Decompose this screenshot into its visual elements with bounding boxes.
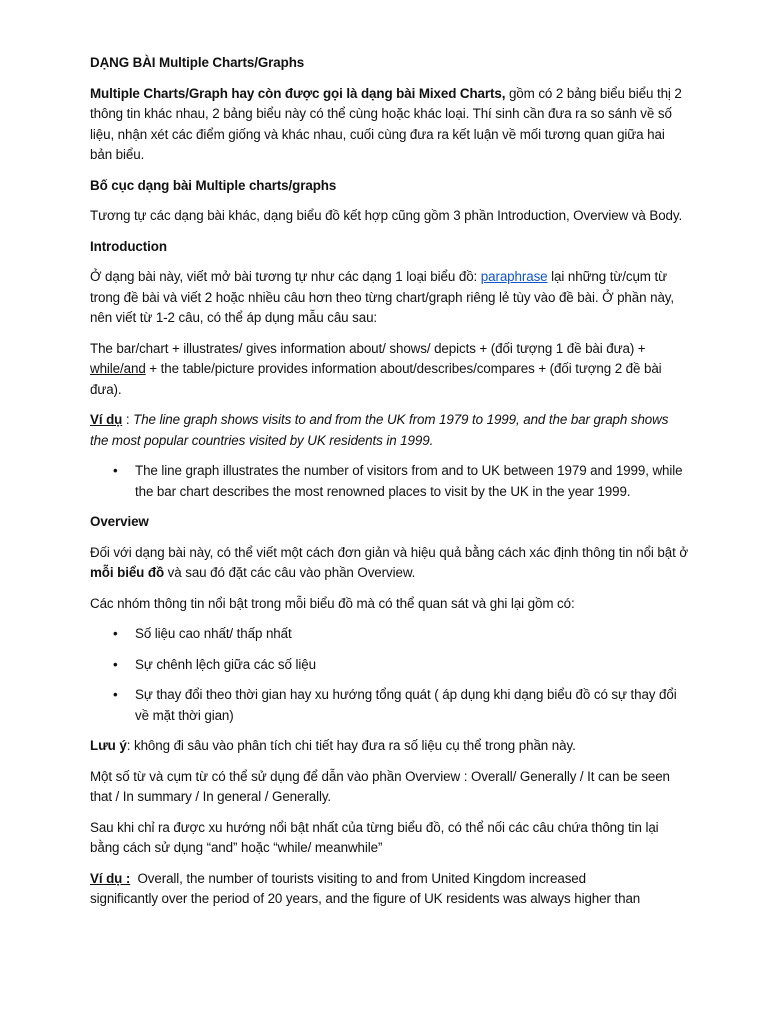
phrases-paragraph: Một số từ và cụm từ có thể sử dụng để dẫn vào phần Overview : Overall/ Generally / It can be seen that / In summary / In general / Generally. (90, 768, 670, 804)
connect-paragraph: Sau khi chỉ ra được xu hướng nổi bật nhất của từng biểu đồ, có thể nối các câu chứa thông tin lại bằng cách sử dụng “and” hoặc “while/ meanwhile” (90, 819, 659, 855)
example-separator: : (122, 412, 134, 427)
note-text: : không đi sâu vào phân tích chi tiết hay đưa ra số liệu cụ thể trong phần này. (126, 738, 576, 753)
overview-example-line2: significantly over the period of 20 years, and the figure of UK residents was always higher than (90, 891, 641, 906)
overview-example-line1: Overall, the number of tourists visiting to and from United Kingdom increased (130, 870, 587, 886)
overview-paragraph (90, 543, 690, 584)
template-while-and: while/and (90, 361, 146, 376)
overview-para1-a: Đối với dạng bài này, có thể viết một cách đơn giản và hiệu quả bằng cách xác định thông tin nổi bật ở (90, 544, 689, 560)
paraphrase-link[interactable]: paraphrase (480, 269, 548, 284)
introduction-bullet-list (90, 461, 690, 502)
example-label: Ví dụ (90, 412, 123, 427)
intro-para-after-link: lại những từ/cụm từ trong đề bài và viết 2 hoặc nhiều câu hơn theo từng chart/graph riêng lẻ tùy vào đề bài. Ở phần này, nên viết từ 1-2 câu, có thể áp dụng mẫu câu sau: (90, 269, 675, 325)
list-item: • Sự chênh lệch giữa các số liệu (135, 655, 690, 676)
introduction-heading: Introduction (90, 238, 167, 254)
intro-paragraph (90, 84, 690, 166)
template-part-2: + the table/picture provides information about/describes/compares + (đối tượng 2 đề bài đưa). (90, 361, 662, 397)
layout-paragraph: Tương tự các dạng bài khác, dạng biểu đồ kết hợp cũng gồm 3 phần Introduction, Overview và Body. (90, 208, 683, 223)
overview-groups-paragraph: Các nhóm thông tin nổi bật trong mỗi biểu đồ mà có thể quan sát và ghi lại gồm có: (90, 595, 575, 611)
list-item: • Sự thay đổi theo thời gian hay xu hướng tổng quát ( áp dụng khi dạng biểu đồ có sự thay đổi về mặt thời gian) (135, 685, 690, 726)
overview-bullet-list (90, 624, 690, 726)
layout-heading: Bố cục dạng bài Multiple charts/graphs (90, 177, 337, 193)
intro-rest: gồm có 2 bảng biểu biểu thị 2 thông tin khác nhau, 2 bảng biểu này có thể cùng hoặc khác loại. Thí sinh cần đưa ra so sánh về số liệu, nhận xét các điểm giống và khác nhau, cuối cùng đưa ra kết luận về mối tương quan giữa hai bản biểu. (90, 85, 682, 162)
note-label: Lưu ý (90, 738, 127, 753)
intro-bold-lead: Multiple Charts/Graph hay còn được gọi là dạng bài Mixed Charts, (90, 85, 506, 101)
overview-para1-b: và sau đó đặt các câu vào phần Overview. (164, 565, 416, 580)
overview-heading: Overview (90, 514, 149, 529)
overview-example-label: Ví dụ : (90, 870, 131, 886)
introduction-paragraph (90, 267, 690, 329)
note-paragraph (90, 736, 690, 757)
list-item: • The line graph illustrates the number of visitors from and to UK between 1979 and 1999, while the bar chart describes the most renowned places to visit by the UK in the year 1999. (135, 461, 690, 502)
example-text: The line graph shows visits to and from the UK from 1979 to 1999, and the bar graph shows the most popular countries visited by UK residents in 1999. (90, 412, 669, 448)
document-page (90, 53, 690, 920)
template-sentence (90, 339, 690, 401)
overview-para1-bold: mỗi biểu đồ (90, 565, 165, 580)
introduction-example (90, 410, 690, 451)
template-part-1: The bar/chart + illustrates/ gives information about/ shows/ depicts + (đối tượng 1 đề bài đưa) + (90, 340, 646, 356)
document-title: DẠNG BÀI Multiple Charts/Graphs (90, 55, 305, 70)
overview-example (90, 869, 690, 910)
intro-para-before-link: Ở dạng bài này, viết mở bài tương tự như các dạng 1 loại biểu đồ: (90, 269, 481, 284)
list-item: • Số liệu cao nhất/ thấp nhất (135, 624, 690, 645)
